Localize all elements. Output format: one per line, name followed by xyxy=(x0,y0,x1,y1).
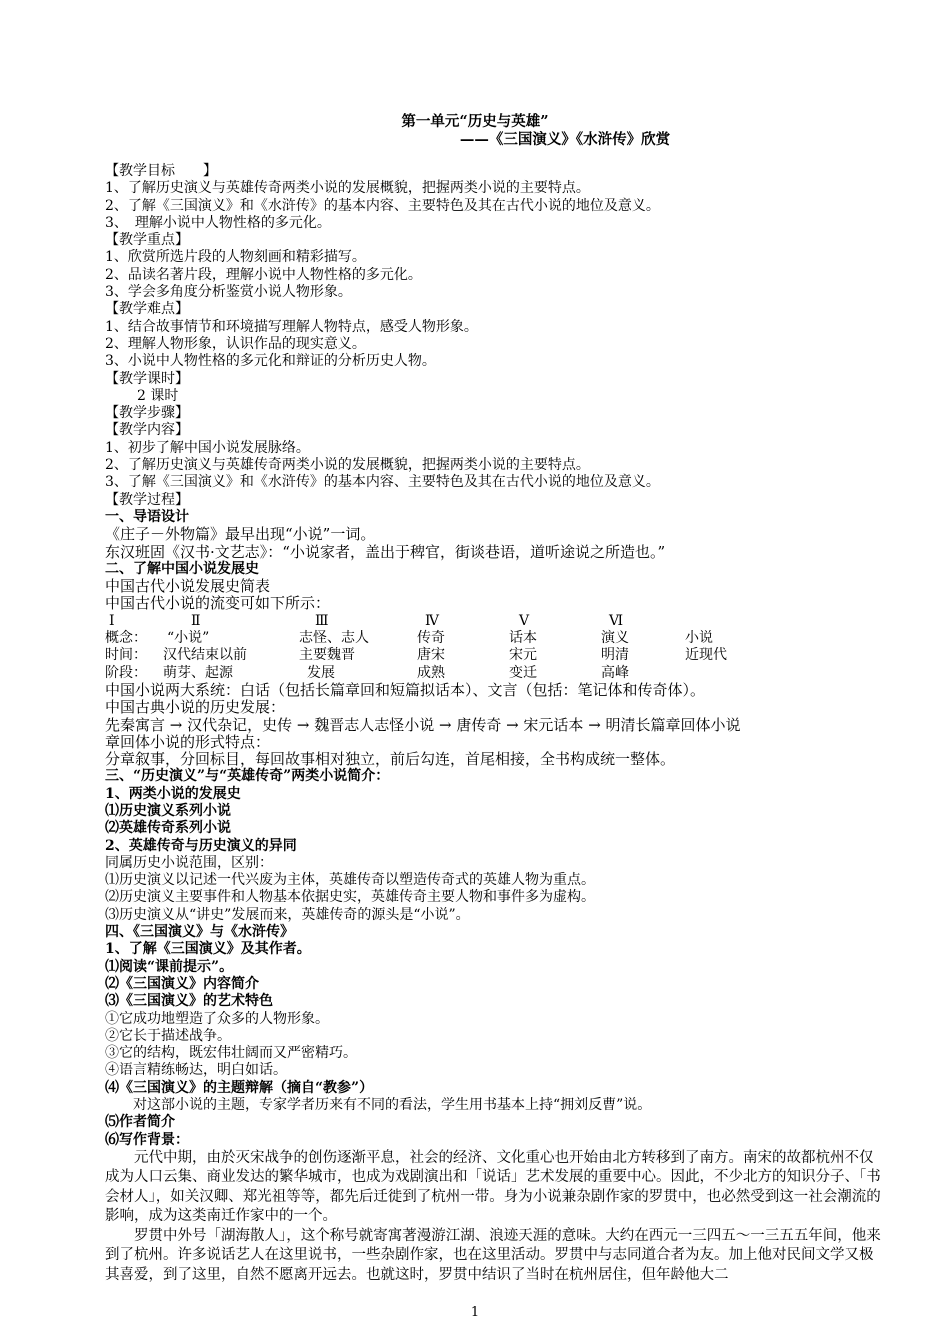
section3-subheading: ⑵英雄传奇系列小说 xyxy=(105,820,231,837)
concept-cell: 小说 xyxy=(685,630,713,647)
roman-numeral: Ⅳ xyxy=(425,612,439,629)
hours-heading: 【教学课时】 xyxy=(105,370,189,387)
section3-subheading: ⑴历史演义系列小说 xyxy=(105,802,231,819)
unit-subtitle: ——《三国演义》《水浒传》欣赏 xyxy=(459,131,671,148)
evolution-concept-row xyxy=(105,630,885,647)
section4-heading: 四、《三国演义》与《水浒传》 xyxy=(105,924,294,941)
feature-item: ④语言精练畅达，明白如话。 xyxy=(105,1062,287,1079)
concept-cell: 传奇 xyxy=(417,630,445,647)
stage-cell: 变迁 xyxy=(509,664,537,681)
unit-title: 第一单元“历史与英雄” xyxy=(401,113,549,130)
section2-heading: 二、了解中国小说发展史 xyxy=(105,560,259,577)
time-cell: 主要魏晋 xyxy=(299,647,355,664)
keypoint-item: 3、学会多角度分析鉴赏小说人物形象。 xyxy=(105,284,352,301)
row-label: 时间： xyxy=(105,647,147,664)
section4-subheading: ⑸作者简介 xyxy=(105,1114,175,1131)
stage-cell: 高峰 xyxy=(601,664,629,681)
section3-subheading: 2、英雄传奇与历史演义的异同 xyxy=(105,837,297,854)
section3-line: ⑶历史演义从“讲史”发展而来，英雄传奇的源头是“小说”。 xyxy=(105,906,470,923)
section3-subheading: 1、两类小说的发展史 xyxy=(105,785,241,802)
background-paragraph: 罗贯中外号「湖海散人」，这个称号就寄寓著漫游江湖、浪迹天涯的意味。大约在西元一三四五～一三五五年间，他来到了杭州。许多说话艺人在这里说书，一些杂剧作家，也在这里活动。罗贯中与志同道合者为友。加上他对民间文学又极其喜爱，到了这里，自然不愿离开远去。也就这时，罗贯中结识了当时在杭州居住，但年龄他大二 xyxy=(105,1227,881,1283)
section2-line: 中国小说两大系统：白话（包括长篇章回和短篇拟话本）、文言（包括：笔记体和传奇体）。 xyxy=(105,680,706,699)
row-label: 阶段： xyxy=(105,664,147,681)
stage-cell: 萌芽、起源 xyxy=(163,664,233,681)
document-body xyxy=(105,163,885,1285)
time-cell: 汉代结束以前 xyxy=(163,647,247,664)
difficulty-item: 3、小说中人物性格的多元化和辩证的分析历史人物。 xyxy=(105,353,436,370)
objective-item: 3、 理解小说中人物性格的多元化。 xyxy=(105,214,331,231)
difficulties-heading: 【教学难点】 xyxy=(105,301,189,318)
section1-line: 《庄子－外物篇》最早出现“小说”一词。 xyxy=(105,525,376,544)
section2-line: 中国古典小说的历史发展： xyxy=(105,698,286,717)
section4-subheading: ⑹写作背景： xyxy=(105,1131,189,1148)
section1-line: 东汉班固《汉书·文艺志》：“小说家者，盖出于稗官，街谈巷语，道听途说之所造也。” xyxy=(105,542,666,561)
background-paragraph: 元代中期，由於灭宋战争的创伤逐渐平息，社会的经济、文化重心也开始由北方转移到了南方。南宋的故都杭州不仅成为人口云集、商业发达的繁华城市，也成为戏剧演出和「说话」艺术发展的重要中心。因此，不少北方的知识分子、「书会材人」，如关汉卿、郑光祖等等，都先后迁徙到了杭州一带。身为小说兼杂剧作家的罗贯中，也必然受到这一社会潮流的影响，成为这类南迁作家中的一个。 xyxy=(105,1149,881,1225)
section4-subheading: ⑵《三国演义》内容简介 xyxy=(105,975,259,992)
evolution-stage-row xyxy=(105,665,885,682)
content-item: 2、了解历史演义与英雄传奇两类小说的发展概貌，把握两类小说的主要特点。 xyxy=(105,457,590,474)
section3-line: ⑴历史演义以记述一代兴废为主体，英雄传奇以塑造传奇式的英雄人物为重点。 xyxy=(105,872,595,889)
stage-cell: 发展 xyxy=(307,664,335,681)
keypoints-heading: 【教学重点】 xyxy=(105,232,189,249)
row-label: 概念： xyxy=(105,630,147,647)
evolution-roman-row xyxy=(105,613,885,630)
stage-cell: 成熟 xyxy=(417,664,445,681)
keypoint-item: 2、品读名著片段，理解小说中人物性格的多元化。 xyxy=(105,266,422,283)
section4-subheading: 1、了解《三国演义》及其作者。 xyxy=(105,941,311,958)
feature-item: ③它的结构，既宏伟壮阔而又严密精巧。 xyxy=(105,1045,357,1062)
time-cell: 明清 xyxy=(601,647,629,664)
feature-item: ①它成功地塑造了众多的人物形象。 xyxy=(105,1010,329,1027)
objectives-heading: 【教学目标 】 xyxy=(105,163,217,179)
section2-line: 章回体小说的形式特点： xyxy=(105,732,271,751)
section4-subheading: ⑷《三国演义》的主题辩解（摘自“教参”） xyxy=(105,1079,374,1096)
difficulty-item: 2、理解人物形象，认识作品的现实意义。 xyxy=(105,335,366,352)
time-cell: 唐宋 xyxy=(417,647,445,664)
keypoint-item: 1、欣赏所选片段的人物刻画和精彩描写。 xyxy=(105,249,366,266)
concept-cell: 话本 xyxy=(509,630,537,647)
time-cell: 宋元 xyxy=(509,647,537,664)
concept-cell: 志怪、志人 xyxy=(299,630,369,647)
section2-line: 先秦寓言 → 汉代杂记，史传 → 魏晋志人志怪小说 → 唐传奇 → 宋元话本 → 明清长篇章回体小说 xyxy=(105,715,741,734)
process-heading: 【教学过程】 xyxy=(105,491,189,508)
objective-item: 2、了解《三国演义》和《水浒传》的基本内容、主要特色及其在古代小说的地位及意义。 xyxy=(105,197,660,214)
section4-subheading: ⑴阅读“课前提示”。 xyxy=(105,958,234,975)
section3-line: ⑵历史演义主要事件和人物基本依据史实，英雄传奇主要人物和事件多为虚构。 xyxy=(105,889,595,906)
concept-cell: “小说” xyxy=(167,630,210,647)
theme-text: 对这部小说的主题，专家学者历来有不同的看法，学生用书基本上持“拥刘反曹”说。 xyxy=(133,1097,652,1114)
objective-item: 1、了解历史演义与英雄传奇两类小说的发展概貌，把握两类小说的主要特点。 xyxy=(105,180,590,197)
content-heading: 【教学内容】 xyxy=(105,422,189,439)
hours-value: 2 课时 xyxy=(137,387,179,404)
section4-subheading: ⑶《三国演义》的艺术特色 xyxy=(105,993,273,1010)
section2-line: 中国古代小说的流变可如下所示： xyxy=(105,594,331,613)
roman-numeral: Ⅱ xyxy=(191,612,201,629)
time-cell: 近现代 xyxy=(685,647,727,664)
section2-line: 分章叙事，分回标目，每回故事相对独立，前后勾连，首尾相接，全书构成统一整体。 xyxy=(105,750,676,769)
section1-heading: 一、导语设计 xyxy=(105,508,189,525)
evolution-time-row xyxy=(105,647,885,664)
content-item: 3、了解《三国演义》和《水浒传》的基本内容、主要特色及其在古代小说的地位及意义。 xyxy=(105,474,660,491)
content-item: 1、初步了解中国小说发展脉络。 xyxy=(105,439,310,456)
section2-line: 中国古代小说发展史简表 xyxy=(105,577,271,596)
difficulty-item: 1、结合故事情节和环境描写理解人物特点，感受人物形象。 xyxy=(105,318,478,335)
steps-heading: 【教学步骤】 xyxy=(105,405,189,422)
feature-item: ②它长于描述战争。 xyxy=(105,1027,231,1044)
page-number: 1 xyxy=(470,1305,480,1320)
section3-heading: 三、“历史演义”与“英雄传奇”两类小说简介： xyxy=(105,768,390,785)
roman-numeral: Ⅰ xyxy=(109,612,115,629)
section3-line: 同属历史小说范围，区别： xyxy=(105,854,273,871)
concept-cell: 演义 xyxy=(601,630,629,647)
roman-numeral: Ⅵ xyxy=(609,612,624,629)
roman-numeral: Ⅴ xyxy=(519,612,530,629)
roman-numeral: Ⅲ xyxy=(315,612,329,629)
